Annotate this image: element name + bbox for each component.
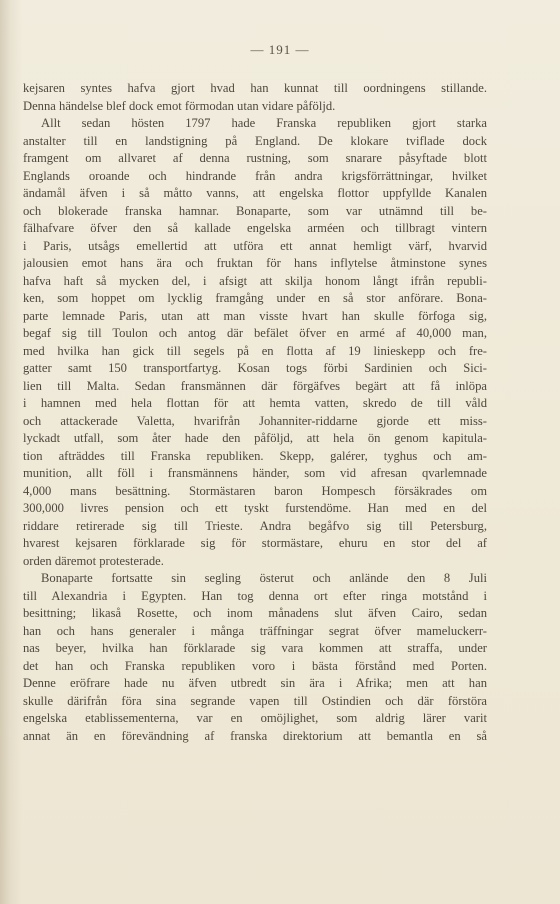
text-line: Denna händelse blef dock emot förmodan utan vidare påföljd. bbox=[23, 98, 336, 113]
text-line: Englands oroande och hindrande från andra krigsförrättningar, hvilket bbox=[23, 168, 487, 183]
text-line: lyckadt utfall, som åter hade den påföljd, att hela ön genom kapitula- bbox=[23, 431, 487, 445]
text-line: framgent om allvaret af denna rustning, som snarare påsyftade blott bbox=[23, 151, 487, 165]
text-line: riddare retirerade sig till Trieste. Andra begåfvo sig till Petersburg, bbox=[23, 518, 487, 533]
text-line: och attackerade Valetta, hvarifrån Johanniter-riddarne gjorde ett miss- bbox=[23, 413, 487, 428]
text-line: nas beyer, hvilka han förklarade sig vara kommen att straffa, under bbox=[23, 641, 487, 655]
text-line: begaf sig till Toulon och antog där befälet öfver en armé af 40,000 man, bbox=[23, 326, 487, 340]
text-line: engelska etablissementerna, var en omöjlighet, som aldrig lärer varit bbox=[23, 711, 487, 725]
body-text bbox=[23, 80, 487, 745]
text-line: 300,000 livres pension och ett tyskt furstendöme. Han med en del bbox=[23, 501, 487, 515]
text-line: hafva haft så mycken del, i afsigt att skilja honom långt ifrån republi- bbox=[23, 273, 487, 288]
text-line: jalousien emot hans ära och fruktan för hans inflytelse åtminstone synes bbox=[23, 256, 487, 270]
text-line: i hamnen med hela flottan för att hemta vatten, skredo de till våld bbox=[23, 396, 487, 410]
text-line: anstalter till en landstigning på England. De klokare tviflade dock bbox=[23, 133, 487, 148]
text-line: och blokerade franska hamnar. Bonaparte, som var utnämnd till be- bbox=[23, 203, 487, 218]
text-line: lien till Malta. Sedan fransmännen där förgäfves begärt att få inlöpa bbox=[23, 378, 487, 393]
text-line: det han och Franska republiken voro i bästa förstånd med Porten. bbox=[23, 658, 487, 673]
text-line: han och hans generaler i många träffningar segrat öfver mameluckerr- bbox=[23, 623, 487, 638]
text-line: hvarest kejsaren förklarade sig för stormästare, ehuru en stor del af bbox=[23, 536, 487, 550]
text-line: Denne eröfrare hade nu äfven utbredt sin ära i Afrika; men att han bbox=[23, 676, 487, 690]
text-line: i Paris, utsågs emellertid att utföra ett annat hemligt värf, hvarvid bbox=[23, 238, 487, 253]
text-line: skulle därifrån föra sina segrande vapen till Ostindien och där förstöra bbox=[23, 693, 487, 708]
text-line: orden däremot protesterade. bbox=[23, 553, 164, 568]
text-line: annat än en förevändning af franska direktorium att bemantla en så bbox=[23, 728, 487, 743]
text-line: ken, som hoppet om lycklig framgång under en så stor anförare. Bona- bbox=[23, 291, 487, 305]
text-line: fälhafvare öfver den så kallade engelska arméen och tillbragt vintern bbox=[23, 221, 487, 235]
text-line: 4,000 mans besättning. Stormästaren baron Hompesch försäkrades om bbox=[23, 483, 487, 498]
text-line: till Alexandria i Egypten. Han tog denna ort efter ringa motstånd i bbox=[23, 588, 487, 603]
text-line: munition, allt föll i fransmännens händer, som vid afresan qvarlemnade bbox=[23, 466, 487, 480]
text-line: Bonaparte fortsatte sin segling österut och anlände den 8 Juli bbox=[41, 571, 487, 585]
page-number: — 191 — bbox=[250, 42, 310, 57]
text-line: gatter samt 150 transportfartyg. Kosan togs förbi Sardinien och Sici- bbox=[23, 361, 487, 375]
text-line: kejsaren syntes hafva gjort hvad han kunnat till oordningens stillande. bbox=[23, 81, 487, 95]
text-line: ändamål äfven i så måtto vanns, att engelska flottor uppfyllde Kanalen bbox=[23, 186, 487, 200]
text-line: med hvilka han gick till segels på en flotta af 19 linieskepp och fre- bbox=[23, 343, 487, 358]
text-line: Allt sedan hösten 1797 hade Franska republiken gjort starka bbox=[41, 116, 487, 130]
text-line: tion afträddes till Franska republiken. Skepp, galérer, tyghus och am- bbox=[23, 448, 487, 463]
text-line: parte lemnade Paris, utan att man visste hvart han skulle förfoga sig, bbox=[23, 308, 487, 323]
text-line: besittning; likaså Rosette, och inom månadens slut äfven Cairo, sedan bbox=[23, 606, 487, 620]
